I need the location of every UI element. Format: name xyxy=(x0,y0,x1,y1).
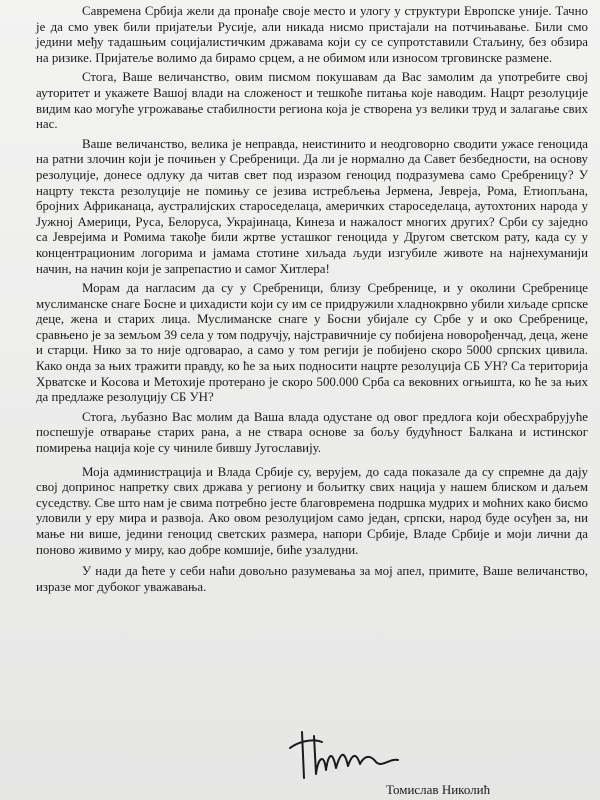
handwritten-signature xyxy=(282,718,422,788)
paragraph-regional-cooperation: Моја администрација и Влада Србије су, верујем, до сада показале да су спремне да дају свој допринос напретку свих држава у региону и бољитку свих нација у нашем блиском и даљем суседству. Све што нам је свима потребно јесте благовремена подршка мудрих и моћних како бисмо уловили у еру мира и развоја. Ако овом резолуцијом само један, српски, народ буде осуђен за, ни мање ни више, једини геноцид светских размера, напори Србије, Владе Србије и моји лични да поново живимо у миру, као добре комшије, биће узалудни. xyxy=(36,464,588,557)
paragraph-closing: У нади да ћете у себи наћи довољно разумевања за мој апел, примите, Ваше величанство, изразе мог дубоког уважавања. xyxy=(36,564,588,594)
paragraph-srebrenica-victims: Морам да нагласим да су у Сребреници, близу Сребренице, и у околини Сребренице муслиманске снаге Босне и џихадисти који су им се придружили хладнокрвно убили хиљаде српске деце, жена и старих лица. Муслиманске снаге у Босни убијале су Србе у и око Сребренице, сравњено је за земљом 39 села у том подручју, најстравичније су побијена новорођенчад, деца, жене и старци. Нико за то није одговарао, а само у том регији је побијено скоро 5000 српских цивила. Како онда за њих тражити правду, ко ће за њих подносити нацрте резолуција СБ УН? Са територија Хрватске и Косова и Метохије протерано је скоро 500.000 Срба са вековних огњишта, ко ће за њих да предлаже резолуцију СБ УН? xyxy=(36,281,588,405)
signatory-name: Томислав Николић xyxy=(386,782,491,797)
paragraph-genocide-history: Ваше величанство, велика је неправда, неистинито и неодговорно сводити ужасе геноцида на ратни злочин који је почињен у Сребреници. Да ли је нормално да Савет безбедности, на основу резолуције, донесе одлуку да читав свет под изразом геноцид подразумева само Сребреницу? У нацрту текста резолуције не помињу се језива истребљења Јермена, Јевреја, Рома, Етиопљана, бројних Африканаца, аустралијских староседелаца, америчких староседелаца, аутохтоних народа у Јужној Америци, Руса, Белоруса, Украјинаца, Кинеза и нажалост многих других? Срби су заједно са Јеврејима и Ромима такође били жртве усташког геноцида у Другом светском рату, када су у концентрационим логорима и јамама стотине хиљада људи изгубиле животе на најнехуманији начин, на начин који је запрепастио и самог Хитлера! xyxy=(36,136,588,276)
paragraph-withdraw-proposal: Стога, љубазно Вас молим да Ваша влада одустане од овог предлога који обесхрабрујуће поспешује отварање старих рана, а не ствара основе за бољу будућност Балкана и истинског помирења нација које су чиниле бившу Југославију. xyxy=(36,409,588,456)
letter-body xyxy=(36,4,588,599)
paragraph-request-to-government: Стога, Ваше величанство, овим писмом покушавам да Вас замолим да употребите свој ауторитет и укажете Вашој влади на сложеност и тешкоће питања које наводим. Нацрт резолуције видим као могуће угрожавање стабилности региона која је створена уз велики труд и залагање свих нас. xyxy=(36,70,588,132)
paragraph-eu-and-russia: Савремена Србија жели да пронађе своје место и улогу у структури Европске уније. Тачно је да смо увек били пријатељи Русије, али никада нисмо пристајали на потчињавање. Били смо једини међу тадашњим социјалистичким државама који су се супротставили Стаљину, без обзира на ризике. Пријатеље волимо да бирамо срцем, а не обимом или износом трговинске размене. xyxy=(36,4,588,65)
